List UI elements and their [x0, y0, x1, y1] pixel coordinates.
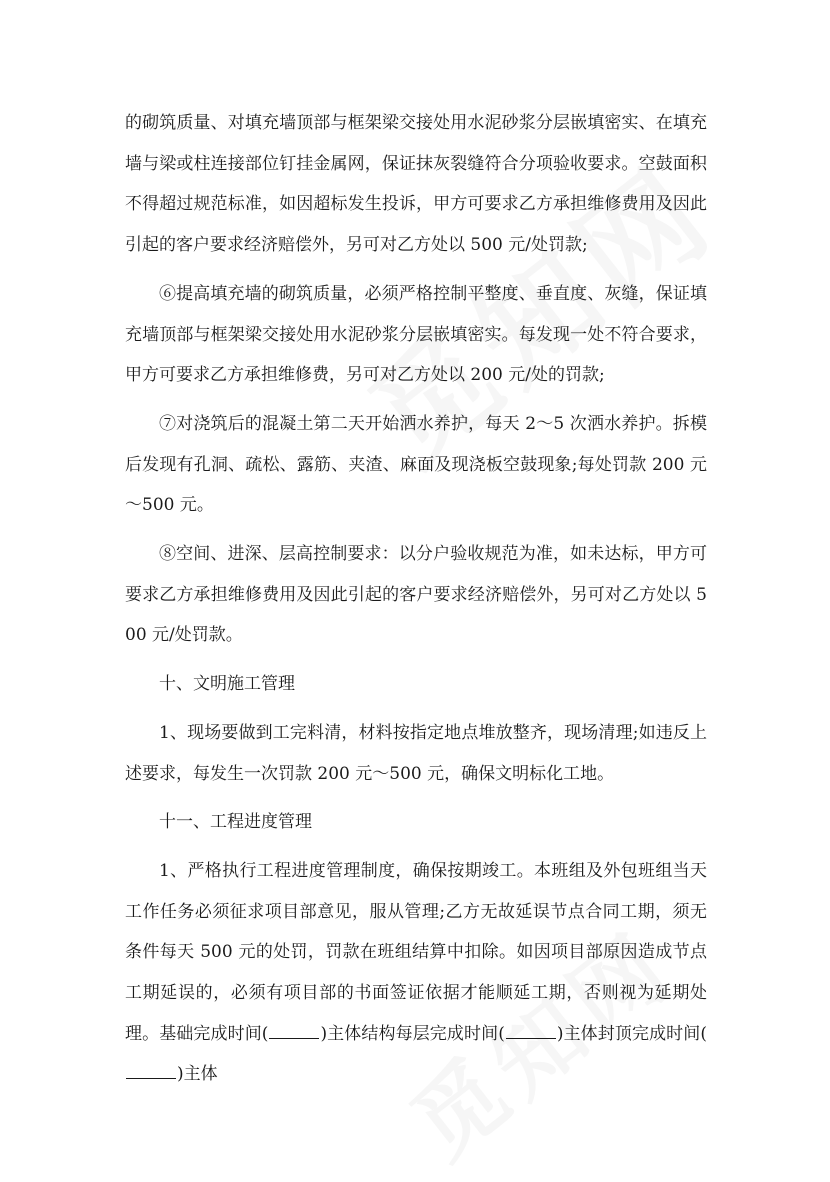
paragraph-item-8: ⑧空间、进深、层高控制要求：以分户验收规范为准，如未达标，甲方可要求乙方承担维修费用及因此引起的客户要求经济赔偿外，另可对乙方处以 500 元/处罚款。	[125, 544, 707, 646]
floor-completion-date-blank	[506, 1020, 556, 1039]
paragraph-item-7: ⑦对浇筑后的混凝土第二天开始洒水养护，每天 2～5 次洒水养护。拆模后发现有孔洞、疏松、露筋、夹渣、麻面及现浇板空鼓现象;每处罚款 200 元～500 元。	[125, 413, 707, 516]
schedule-text-part-3: )主体封顶完成时间(	[556, 1023, 708, 1044]
schedule-text-part-4: )主体	[177, 1064, 218, 1085]
section-heading-civilized-construction: 十、文明施工管理	[159, 674, 295, 695]
document-body	[125, 103, 707, 1103]
paragraph-site-cleanup: 1、现场要做到工完料清，材料按指定地点堆放整齐，现场清理;如违反上述要求，每发生一次罚款 200 元～500 元，确保文明标化工地。	[125, 722, 707, 784]
topping-out-date-blank	[126, 1060, 176, 1079]
section-heading-schedule-management: 十一、工程进度管理	[159, 812, 312, 833]
schedule-text-part-1: 1、严格执行工程进度管理制度，确保按期竣工。本班组及外包班组当天工作任务必须征求项目部意见，服从管理;乙方无故延误节点合同工期，须无条件每天 500 元的处罚，罚款在班组结算中扣除。如因项目部原因造成节点工期延误的，必须有项目部的书面签证依据才能顺延工期，否则视为延期处理。基础完成时间(	[125, 860, 707, 1044]
paragraph-schedule-rules	[125, 851, 707, 1095]
paragraph-item-6: ⑥提高填充墙的砌筑质量，必须严格控制平整度、垂直度、灰缝，保证填充墙顶部与框架梁交接处用水泥砂浆分层嵌填密实。每发现一处不符合要求，甲方可要求乙方承担维修费，另可对乙方处以 200 元/处的罚款;	[125, 283, 707, 386]
foundation-completion-date-blank	[269, 1020, 319, 1039]
schedule-text-part-2: )主体结构每层完成时间(	[320, 1023, 505, 1044]
paragraph-quality-continued: 的砌筑质量、对填充墙顶部与框架梁交接处用水泥砂浆分层嵌填密实、在填充墙与梁或柱连接部位钉挂金属网，保证抹灰裂缝符合分项验收要求。空鼓面积不得超过规范标准，如因超标发生投诉，甲方可要求乙方承担维修费用及因此引起的客户要求经济赔偿外，另可对乙方处以 500 元/处罚款;	[125, 113, 707, 256]
